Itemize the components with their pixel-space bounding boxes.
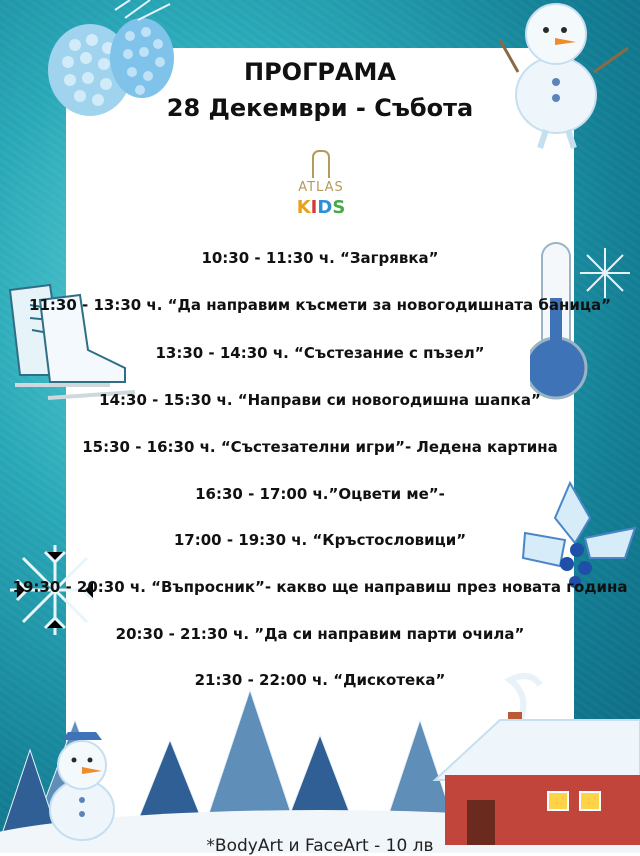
schedule-item: 16:30 - 17:00 ч.”Оцвети ме”- (195, 485, 445, 503)
schedule-item: 20:30 - 21:30 ч. ”Да си направим парти очила” (115, 625, 525, 643)
schedule-item: 21:30 - 22:00 ч. “Дискотека” (194, 671, 446, 689)
schedule-item: 19:30 - 20:30 ч. “Въпросник”- какво ще направиш през новата година (12, 578, 628, 596)
schedule-item: 13:30 - 14:30 ч. “Състезание с пъзел” (155, 344, 485, 362)
schedule-item: 11:30 - 13:30 ч. “Да направим късмети за новогодишната баница” (29, 296, 611, 314)
logo-letter: D (317, 197, 333, 218)
logo-brand-top: ATLAS (298, 180, 344, 195)
schedule-item: 15:30 - 16:30 ч. “Състезателни игри”- Ледена картина (82, 438, 558, 456)
logo-letter: I (310, 197, 318, 218)
schedule-item: 10:30 - 11:30 ч. “Загрявка” (201, 249, 439, 267)
logo-letter: K (296, 197, 311, 218)
house-icon (435, 676, 640, 845)
logo-letter: S (332, 197, 346, 218)
footer-note: *BodyArt и FaceArt - 10 лв (206, 836, 434, 856)
atlas-kids-logo (286, 150, 356, 238)
page-title: ПРОГРАМА (244, 58, 396, 86)
logo-brand-bottom (286, 197, 356, 218)
schedule-item: 17:00 - 19:30 ч. “Кръстословици” (173, 531, 467, 549)
schedule-item: 14:30 - 15:30 ч. “Направи си новогодишна шапка” (99, 391, 541, 409)
tower-icon (312, 150, 330, 178)
event-date: 28 Декември - Събота (166, 94, 474, 122)
